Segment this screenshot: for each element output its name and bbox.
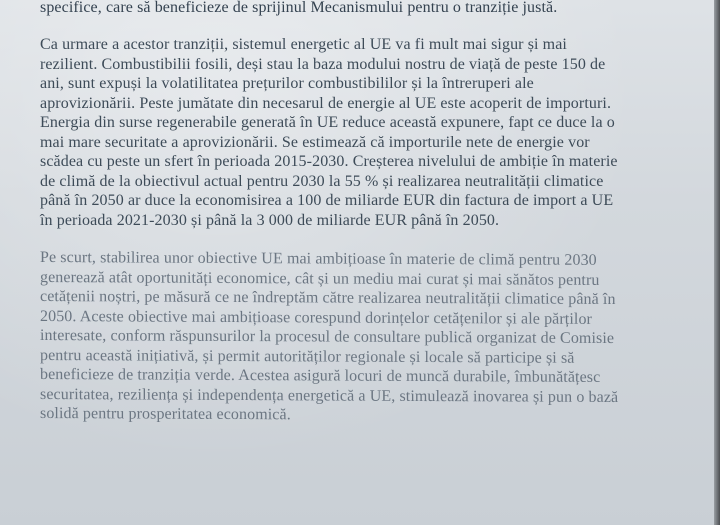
paragraph-energy-security [40,35,678,230]
text-line: ani, sunt expuși la volatilitatea prețurilor combustibililor și la întreruperi ale [40,75,534,92]
text-line: solidă pentru prosperitatea economică. [40,405,291,424]
text-line: rezilient. Combustibilii fosili, deși stau la baza modului nostru de viață de peste 150 de [40,55,606,73]
paragraph-intro-fragment [40,0,678,17]
text-line: de climă de la obiectivul actual pentru 2030 la 55 % și realizarea neutralității climatice [40,172,604,190]
text-line: aprovizionării. Peste jumătate din necesarul de energie al UE este acoperit de importuri. [40,94,612,112]
text-line: pentru această inițiativă, și permit autorităților regionale și locale să participe și să [40,346,575,367]
text-line: Pe scurt, stabilirea unor obiective UE mai ambițioase în materie de climă pentru 2030 [40,249,597,269]
text-line: scădea cu peste un sfert în perioada 2015-2030. Creșterea nivelului de ambiție în materie [40,153,618,170]
text-line: Energia din surse regenerabile generată în UE reduce această expunere, fapt ce duce la o [40,114,615,131]
text-line: cetățenii noștri, pe măsură ce ne îndreptăm către realizarea neutralității climatice până în [40,288,616,309]
text-line: mai mare securitate a aprovizionării. Se estimează că importurile nete de energie vor [40,133,590,151]
text-line: până în 2050 ar duce la economisirea a 100 de miliarde EUR din factura de import a UE [40,192,614,209]
text-line: în perioada 2021-2030 și până la 3 000 de miliarde EUR până în 2050. [40,211,500,229]
paragraph-summary [40,248,678,427]
document-body [40,0,678,424]
text-line: specifice, care să beneficieze de sprijinul Mecanismului pentru o tranziție justă. [40,0,558,16]
text-line: 2050. Aceste obiective mai ambițioase corespund dorințelor cetățenilor și ale părților [40,307,592,328]
text-line: beneficieze de tranziția verde. Acestea asigură locuri de muncă durabile, îmbunătățesc [40,366,601,386]
text-line: interesate, conform răspunsurilor la procesul de consultare publică organizat de Comisie [40,327,615,348]
text-line: securitatea, reziliența și independența energetică a UE, stimulează inovarea și pun o bază [40,385,619,406]
text-line: generează atât oportunități economice, cât și un mediu mai curat și mai sănătos pentru [40,268,600,289]
paper-edge-shadow [714,0,720,525]
text-line: Ca urmare a acestor tranziții, sistemul energetic al UE va fi mult mai sigur și mai [40,36,567,53]
